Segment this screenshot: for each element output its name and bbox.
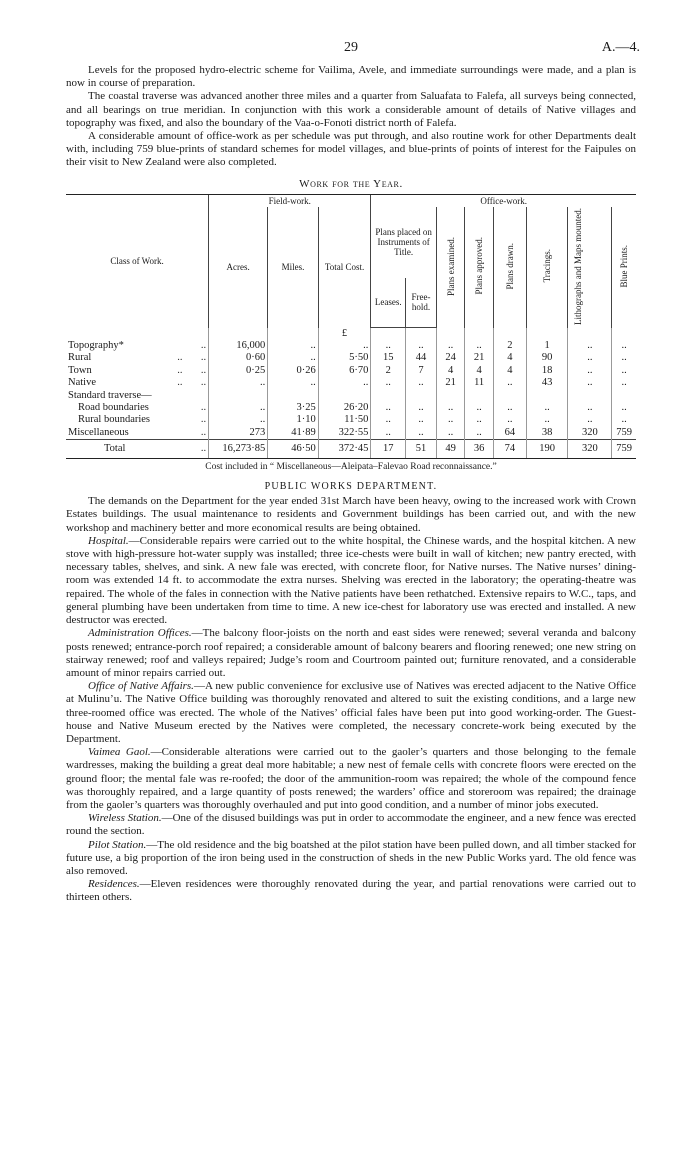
header-plans-drawn: Plans drawn.	[493, 207, 526, 328]
cell-blue: ..	[612, 402, 636, 414]
cell-acres: 0·60	[209, 352, 268, 364]
section-heading: PUBLIC WORKS DEPARTMENT.	[264, 481, 438, 493]
cell-leases: 15	[371, 352, 406, 364]
document-page	[66, 40, 640, 905]
cell-freehold: ..	[406, 414, 437, 426]
cell-leases: ..	[371, 427, 406, 440]
paragraph-lead: Pilot Station.	[88, 838, 147, 851]
cell-tracings: ..	[526, 402, 568, 414]
paragraph-lead: Wireless Station.	[88, 812, 162, 825]
cell-leases	[371, 390, 406, 402]
cell-miles	[268, 390, 318, 402]
header-freehold: Free-hold.	[406, 278, 437, 328]
cell-freehold: 51	[406, 440, 437, 459]
row-label-cell	[66, 427, 209, 440]
row-label-cell	[66, 402, 209, 414]
cell-blue: 759	[612, 427, 636, 440]
cell-tracings: 18	[526, 365, 568, 377]
header-total-cost: Total Cost.	[318, 207, 371, 328]
header-class-of-work: Class of Work.	[66, 194, 209, 327]
intro-paragraph: The coastal traverse was advanced another three miles and a quarter from Saluafata to Falefa, all surveys being connected, and all bearings on true meridian. In conjunction with this work a considerable amount of details of Native villages and topography was fixed, and also the boundary of the Vaa-o-Fonoti district north of Falefa.	[66, 90, 636, 129]
cell-tracings: 1	[526, 340, 568, 352]
cell-miles: 46·50	[268, 440, 318, 459]
page-number: 29	[344, 40, 358, 55]
cell-litho: ..	[568, 352, 612, 364]
cell-freehold: 44	[406, 352, 437, 364]
dot-leader: .. ..	[177, 352, 207, 364]
cell-cost: ..	[318, 377, 371, 389]
cell-cost: 322·55	[318, 427, 371, 440]
cell-blue: ..	[612, 414, 636, 426]
total-row	[66, 440, 636, 459]
cell-examined: ..	[436, 402, 465, 414]
cell-drawn	[493, 390, 526, 402]
page-header	[66, 40, 640, 64]
row-label-cell	[66, 390, 209, 402]
cell-tracings: 190	[526, 440, 568, 459]
cell-drawn: ..	[493, 414, 526, 426]
table-footnote: Cost included in “ Miscellaneous—Aleipata–Falevao Road reconnaissance.”	[205, 462, 497, 473]
cell-acres: 273	[209, 427, 268, 440]
row-label-cell	[66, 414, 209, 426]
work-for-year-table	[66, 194, 636, 460]
row-label-cell	[66, 352, 209, 364]
pwd-paragraph	[66, 812, 636, 838]
pwd-paragraph	[66, 746, 636, 812]
cell-tracings: 38	[526, 427, 568, 440]
cell-miles: 0·26	[268, 365, 318, 377]
cell-litho: ..	[568, 365, 612, 377]
table-body	[66, 328, 636, 459]
cell-drawn: 2	[493, 340, 526, 352]
cell-acres: 16,273·85	[209, 440, 268, 459]
cell-freehold: ..	[406, 377, 437, 389]
cell-acres: ..	[209, 414, 268, 426]
paragraph-text: —One of the disused buildings was put in order to accommodate the engineer, and a new fence was erected round the section.	[66, 812, 637, 838]
row-label-cell	[66, 440, 209, 459]
cell-tracings: ..	[526, 414, 568, 426]
dot-leader: ..	[200, 414, 207, 426]
table-row	[66, 402, 636, 414]
cell-leases: 2	[371, 365, 406, 377]
cell-drawn: 4	[493, 365, 526, 377]
dot-leader: ..	[200, 426, 207, 438]
cell-litho: ..	[568, 414, 612, 426]
paragraph-text: —The balcony floor-joists on the north and east sides were renewed; several veranda and balcony posts renewed; entrance-porch roof repaired; a considerable amount of balcony bearers and flooring renewed; one new string on stairway renewed; roof and valleys repaired; Judge’s room and Courtroom painted out; furniture renovated, and a considerable amount of minor repairs carried out.	[66, 627, 636, 679]
cell-cost: ..	[318, 340, 371, 352]
cell-blue	[612, 390, 636, 402]
cell-examined: 4	[436, 365, 465, 377]
cell-litho	[568, 390, 612, 402]
cell-blue: ..	[612, 377, 636, 389]
paragraph-lead: Vaimea Gaol.	[88, 746, 151, 759]
paragraph-text: —Eleven residences were thoroughly renovated during the year, and partial renovations were carried out to thirteen others.	[66, 878, 636, 904]
cell-examined: 24	[436, 352, 465, 364]
cell-drawn: 64	[493, 427, 526, 440]
row-label-cell	[66, 377, 209, 389]
row-label-cell	[66, 365, 209, 377]
row-label: Road boundaries	[78, 402, 149, 414]
cell-approved: 36	[465, 440, 494, 459]
paragraph-lead: Residences.	[88, 878, 140, 891]
cell-examined: ..	[436, 340, 465, 352]
dot-leader: .. ..	[177, 377, 207, 389]
cell-freehold: 7	[406, 365, 437, 377]
dot-leader: ..	[200, 443, 207, 455]
table-row	[66, 340, 636, 352]
cell-blue: ..	[612, 365, 636, 377]
cell-approved: ..	[465, 340, 494, 352]
header-office-work: Office-work.	[371, 194, 636, 207]
cell-litho: ..	[568, 340, 612, 352]
pwd-paragraph	[66, 535, 636, 627]
paragraph-text: —A new public convenience for exclusive use of Natives was erected adjacent to the Native Office at Mulinu’u. The Native Office building was thoroughly renovated and altered to suit the existing conditions, and a large new three-roomed office was erected. The whole of the Natives’ official fales have been put into good working-order. The Guest-house and Native Museum erected by the Natives were completed, the necessary concrete-work being executed by the Department.	[66, 680, 636, 745]
cell-miles: ..	[268, 377, 318, 389]
row-label: Standard traverse—	[68, 389, 152, 401]
header-lithographs: Lithographs and Maps mounted.	[568, 207, 612, 328]
paragraph-text: The demands on the Department for the year ended 31st March have been heavy, owing to the increased work with Crown Estates buildings. The usual maintenance to residents and Government buildings has been carried out, and with the new workshop and machinery better and more economical results are being obtained.	[66, 495, 636, 534]
table-row	[66, 390, 636, 402]
row-label: Total	[104, 443, 126, 455]
row-label: Miscellaneous	[68, 426, 129, 438]
row-label-cell	[66, 340, 209, 352]
cell-blue: 759	[612, 440, 636, 459]
header-field-work: Field-work.	[209, 194, 371, 207]
cell-freehold: ..	[406, 402, 437, 414]
paragraph-text: —The old residence and the big boatshed at the pilot station have been pulled down, and all timber stacked for future use, a big proportion of the iron being used in the construction of sheds in the new Public Works yard. The old fence was also removed.	[66, 838, 636, 877]
cell-cost: 11·50	[318, 414, 371, 426]
cell-drawn: 4	[493, 352, 526, 364]
cell-approved: ..	[465, 427, 494, 440]
cell-leases: 17	[371, 440, 406, 459]
cell-drawn: 74	[493, 440, 526, 459]
intro-paragraph: Levels for the proposed hydro-electric scheme for Vailima, Avele, and immediate surroundings were made, and a plan is now in course of preparation.	[66, 64, 636, 90]
pwd-paragraph	[66, 680, 636, 746]
cell-approved: 21	[465, 352, 494, 364]
table-row	[66, 365, 636, 377]
cell-acres: 0·25	[209, 365, 268, 377]
cell-drawn: ..	[493, 402, 526, 414]
dot-leader: ..	[200, 402, 207, 414]
cell-leases: ..	[371, 377, 406, 389]
cell-acres: 16,000	[209, 340, 268, 352]
paragraph-lead: Administration Offices.	[88, 627, 192, 640]
paragraph-lead: Hospital.	[88, 534, 129, 547]
header-acres: Acres.	[209, 207, 268, 328]
intro-paragraph: A considerable amount of office-work as per schedule was put through, and also routine work for other Departments dealt with, including 759 blue-prints of standard schemes for model villages, and blue-prints of points of interest for the Faipules on their visit to New Zealand were also completed.	[66, 130, 636, 169]
cell-miles: 1·10	[268, 414, 318, 426]
row-label: Rural boundaries	[78, 414, 151, 426]
cell-litho: 320	[568, 440, 612, 459]
cell-tracings: 90	[526, 352, 568, 364]
cell-examined: ..	[436, 427, 465, 440]
survey-intro	[66, 64, 636, 170]
header-leases: Leases.	[371, 278, 406, 328]
table-title: Work for the Year.	[299, 177, 403, 190]
cell-approved	[465, 390, 494, 402]
cell-freehold	[406, 390, 437, 402]
cell-blue: ..	[612, 352, 636, 364]
cell-leases: ..	[371, 414, 406, 426]
cell-acres: ..	[209, 377, 268, 389]
table-row	[66, 414, 636, 426]
cell-approved: 11	[465, 377, 494, 389]
cell-cost: 26·20	[318, 402, 371, 414]
header-plans-examined: Plans examined.	[436, 207, 465, 328]
paragraph-lead: Office of Native Affairs.	[88, 680, 194, 693]
header-blue-prints: Blue Prints.	[612, 207, 636, 328]
row-label: Topography*	[68, 340, 124, 352]
header-tracings: Tracings.	[526, 207, 568, 328]
cell-freehold: ..	[406, 427, 437, 440]
pwd-paragraph	[66, 495, 636, 535]
cell-examined	[436, 390, 465, 402]
cell-cost	[318, 390, 371, 402]
dot-leader: .. ..	[177, 364, 207, 376]
cell-tracings: 43	[526, 377, 568, 389]
cell-miles: ..	[268, 352, 318, 364]
cell-miles: 3·25	[268, 402, 318, 414]
cell-approved: ..	[465, 414, 494, 426]
cell-acres: ..	[209, 402, 268, 414]
header-plans-approved: Plans approved.	[465, 207, 494, 328]
cell-miles: 41·89	[268, 427, 318, 440]
header-plans-placed: Plans placed on Instruments of Title.	[371, 207, 437, 278]
cell-cost: 6·70	[318, 365, 371, 377]
cell-acres	[209, 390, 268, 402]
currency-symbol: £	[318, 328, 371, 340]
cell-litho: ..	[568, 377, 612, 389]
table-row	[66, 377, 636, 389]
cell-examined: 49	[436, 440, 465, 459]
cell-freehold: ..	[406, 340, 437, 352]
cell-approved: ..	[465, 402, 494, 414]
cell-drawn: ..	[493, 377, 526, 389]
dot-leader: ..	[200, 340, 207, 352]
cell-litho: ..	[568, 402, 612, 414]
cell-cost: 5·50	[318, 352, 371, 364]
cell-leases: ..	[371, 340, 406, 352]
cell-examined: ..	[436, 414, 465, 426]
cell-approved: 4	[465, 365, 494, 377]
currency-row	[66, 328, 636, 340]
cell-litho: 320	[568, 427, 612, 440]
row-label: Native	[68, 377, 96, 389]
public-works-section	[66, 495, 636, 904]
header-miles: Miles.	[268, 207, 318, 328]
pwd-paragraph	[66, 627, 636, 680]
paragraph-text: —Considerable alterations were carried out to the gaoler’s quarters and those belonging to the female wardresses, making the building a great deal more habitable; a new nest of female cells with concrete floors were erected on the ground floor; the mental fale was re-roofed; the door of the ammunition-room was repaired; the whole of the compound fence was thoroughly repaired, and a large quantity of posts renewed; the warders’ office and storeroom was repaired; the drainage from the gaoler’s quarters was thoroughly overhauled and put into good condition, and a number of minor jobs executed.	[66, 746, 636, 811]
pwd-paragraph	[66, 878, 636, 904]
document-reference: A.—4.	[601, 40, 640, 55]
cell-miles: ..	[268, 340, 318, 352]
table-row	[66, 427, 636, 440]
table-row	[66, 352, 636, 364]
cell-tracings	[526, 390, 568, 402]
row-label: Rural	[68, 352, 92, 364]
paragraph-text: —Considerable repairs were carried out to the white hospital, the Chinese wards, and the hospital kitchen. A new stove with high-pressure hot-water supply was installed; three ice-chests were built in wall of kitchen; new pantry erected, with necessary tables, shelves, and sink. A new fale was erected, with concrete floor, for Native nurses. The Native nurses’ dining-room was extended 14 ft. to accommodate the extra nurses. Shelving was erected in the laboratory; the operating-theatre was repaired. The whole of the fales in connection with the Native patients have been rethatched. Extensive repairs to W.C., taps, and general plumbing have been undertaken from time to time. A new ice-chest for laboratory use was erected and installed. A new destructor was erected.	[66, 534, 636, 627]
row-label: Town	[68, 364, 92, 376]
cell-blue: ..	[612, 340, 636, 352]
cell-cost: 372·45	[318, 440, 371, 459]
cell-examined: 21	[436, 377, 465, 389]
cell-leases: ..	[371, 402, 406, 414]
pwd-paragraph	[66, 839, 636, 879]
